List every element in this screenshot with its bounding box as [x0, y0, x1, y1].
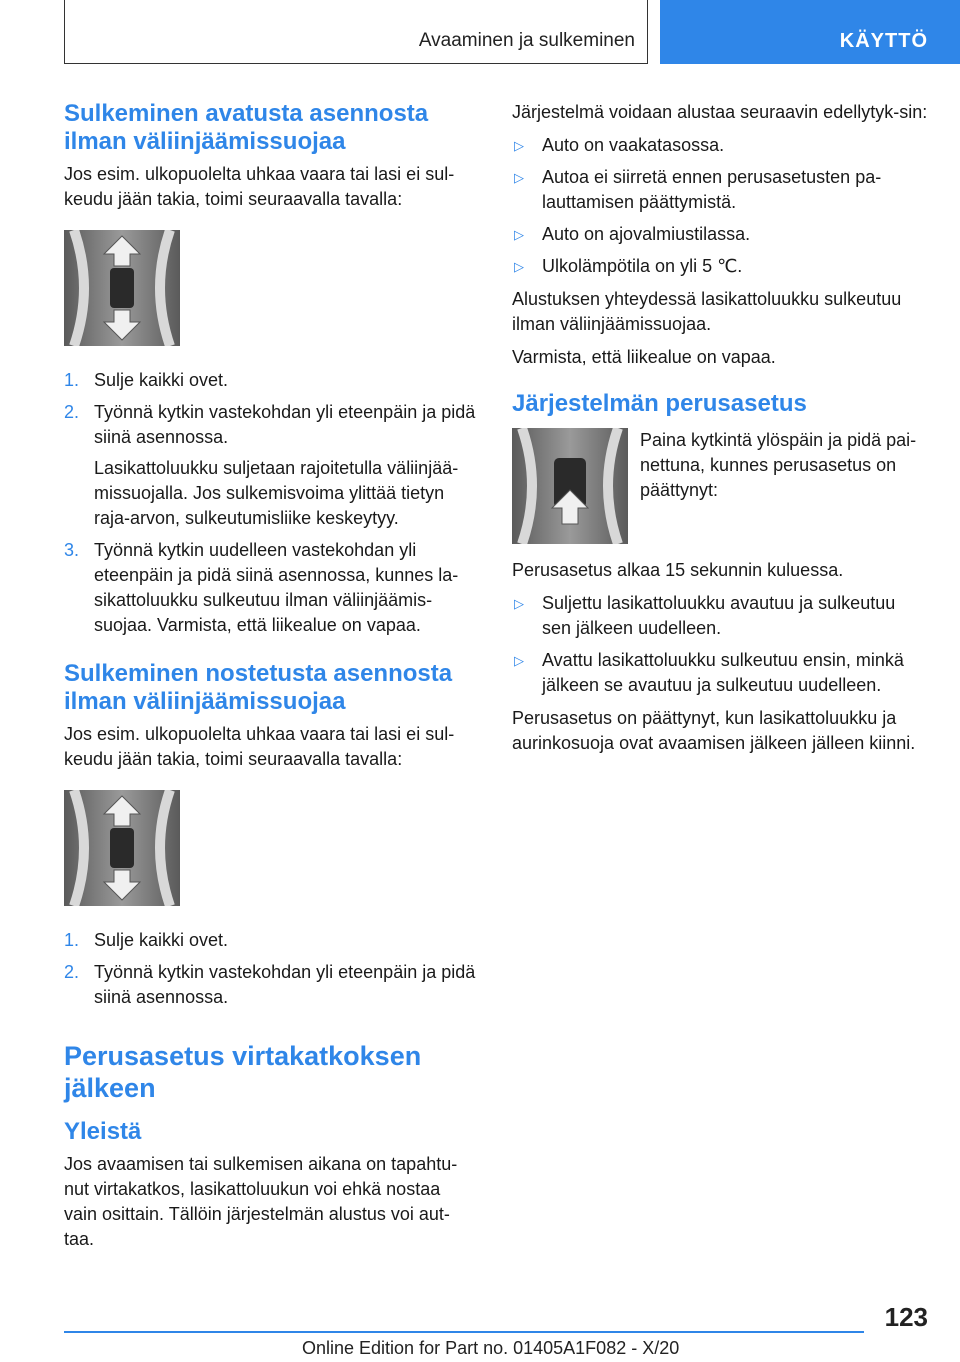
triangle-right-icon: ▷: [514, 596, 524, 611]
list-item: ▷ Ulkolämpötila on yli 5 ℃.: [512, 254, 928, 279]
list-item: 2. Työnnä kytkin vastekohdan yli eteenpäin ja pidä siinä asennossa. Lasikattoluukku suljetaan rajoitetulla väliinjää-missuojalla. Jos sulkemisvoima ylittää tietyn raja-arvon, sulkeutumisliike keskeytyy.: [64, 400, 478, 531]
steps-list-2: [64, 928, 478, 1010]
heading-system-reset: Järjestelmän perusasetus: [512, 390, 807, 417]
steps-list-1: [64, 368, 478, 638]
intro-text: Jos esim. ulkopuolelta uhkaa vaara tai lasi ei sul-keudu jään takia, toimi seuraavalla tavalla:: [64, 724, 455, 769]
chapter-tab: [660, 0, 960, 64]
reset-instruction-text: Paina kytkintä ylöspäin ja pidä pai-nettuna, kunnes perusasetus on päättynyt:: [640, 430, 917, 500]
triangle-right-icon: ▷: [514, 170, 524, 185]
header-bar: [64, 0, 648, 64]
left-column: [64, 100, 478, 1260]
reset-bullets: [512, 591, 928, 698]
page-number: 123: [884, 1302, 928, 1332]
triangle-right-icon: ▷: [514, 227, 524, 242]
reset-instruction: [512, 428, 928, 544]
heading-reset-after-outage: Perusasetus virtakatkoksen jälkeen: [64, 1041, 422, 1103]
intro-text: Jos esim. ulkopuolelta uhkaa vaara tai lasi ei sul-keudu jään takia, toimi seuraavalla tavalla:: [64, 164, 455, 209]
heading-close-open: Sulkeminen avatusta asennosta ilman väliinjäämissuojaa: [64, 100, 429, 155]
switch-push-image: [64, 790, 180, 906]
heading-close-raised: Sulkeminen nostetusta asennosta ilman väliinjäämissuojaa: [64, 660, 453, 715]
list-item: ▷ Auto on vaakatasossa.: [512, 133, 928, 158]
paragraph: Perusasetus alkaa 15 sekunnin kuluessa.: [512, 560, 844, 580]
list-item: 3. Työnnä kytkin uudelleen vastekohdan yli eteenpäin ja pidä siinä asennossa, kunnes la-sikattoluukku sulkeutuu ilman väliinjäämis-suojaa. Varmista, että liikealue on vapaa.: [64, 540, 459, 635]
general-text: Jos avaamisen tai sulkemisen aikana on tapahtu-nut virtakatkos, lasikattoluukun voi ehkä nostaa vain osittain. Tällöin järjestelmän alustus voi aut-taa.: [64, 1154, 458, 1249]
right-column: [512, 100, 928, 764]
list-item: ▷ Auto on ajovalmiustilassa.: [512, 222, 928, 247]
chapter-label: KÄYTTÖ: [839, 30, 928, 52]
list-item: 2. Työnnä kytkin vastekohdan yli eteenpäin ja pidä siinä asennossa.: [64, 962, 476, 1007]
triangle-right-icon: ▷: [514, 138, 524, 153]
list-item: ▷ Suljettu lasikattoluukku avautuu ja sulkeutuu sen jälkeen uudelleen.: [514, 593, 896, 638]
step-note: Lasikattoluukku suljetaan rajoitetulla väliinjää-missuojalla. Jos sulkemisvoima ylittää tietyn raja-arvon, sulkeutumisliike keskeytyy.: [94, 458, 459, 528]
paragraph: Alustuksen yhteydessä lasikattoluukku sulkeutuu ilman väliinjäämissuojaa.: [512, 289, 902, 334]
footer-divider: [64, 1331, 864, 1333]
section-title: Avaaminen ja sulkeminen: [418, 30, 635, 51]
conditions-intro: Järjestelmä voidaan alustaa seuraavin edellytyk-sin:: [512, 102, 928, 122]
heading-general: Yleistä: [64, 1118, 142, 1145]
footer-edition: Online Edition for Part no. 01405A1F082 - X/20: [302, 1338, 680, 1358]
list-item: 1. Sulje kaikki ovet.: [64, 930, 229, 950]
paragraph: Varmista, että liikealue on vapaa.: [512, 347, 776, 367]
switch-up-image: [512, 428, 628, 544]
conditions-list: [512, 133, 928, 279]
triangle-right-icon: ▷: [514, 259, 524, 274]
triangle-right-icon: ▷: [514, 653, 524, 668]
switch-push-image: [64, 230, 180, 346]
paragraph: Perusasetus on päättynyt, kun lasikattoluukku ja aurinkosuoja ovat avaamisen jälkeen jälleen kiinni.: [512, 708, 916, 753]
list-item: ▷ Autoa ei siirretä ennen perusasetusten pa-lauttamisen päättymistä.: [514, 167, 882, 212]
list-item: 1. Sulje kaikki ovet.: [64, 370, 229, 390]
list-item: ▷ Avattu lasikattoluukku sulkeutuu ensin, minkä jälkeen se avautuu ja sulkeutuu uudelleen.: [514, 650, 904, 695]
